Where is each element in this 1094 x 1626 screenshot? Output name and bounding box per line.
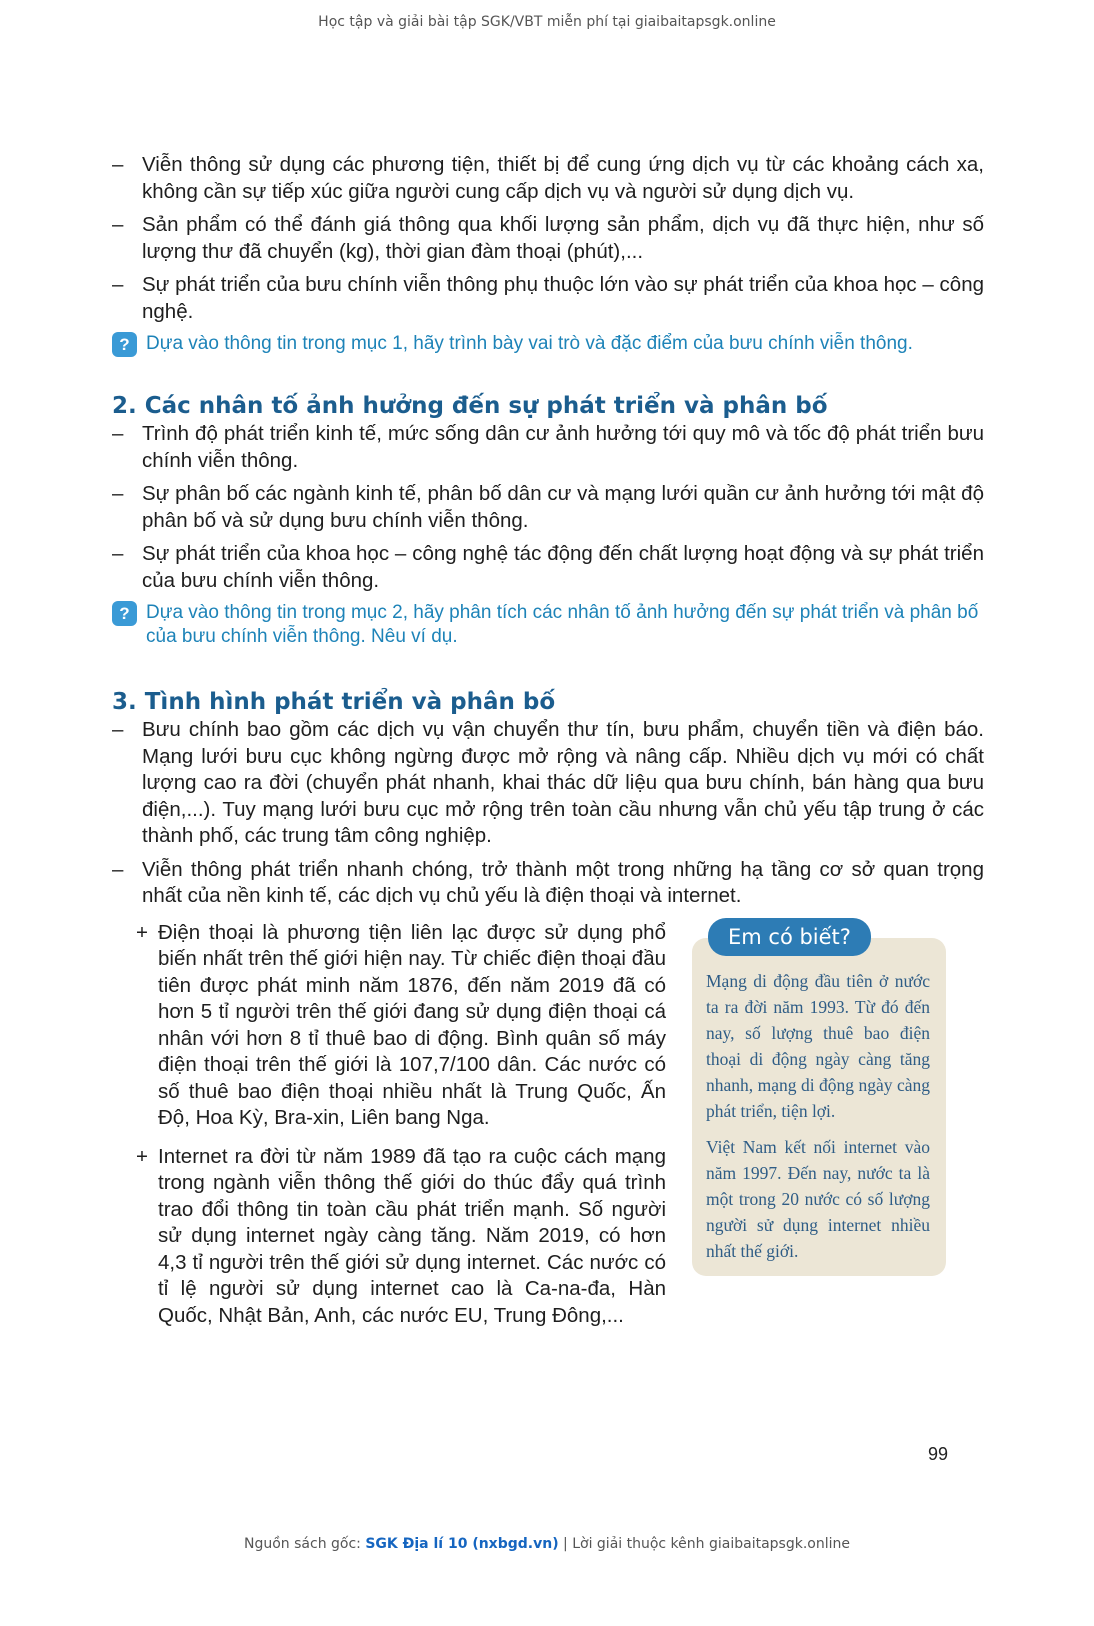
page-number: 99 <box>927 1444 948 1464</box>
dash-marker: – <box>112 482 124 505</box>
dash-marker: – <box>112 422 124 445</box>
bullet-text: Viễn thông phát triển nhanh chóng, trở thành một trong những hạ tầng cơ sở quan trọng nhất của nền kinh tế, các dịch vụ chủ yếu là điện thoại và internet. <box>142 857 984 907</box>
sub-bullet-text: Điện thoại là phương tiện liên lạc được sử dụng phổ biến nhất trên thế giới hiện nay. Từ chiếc điện thoại đầu tiên được phát minh năm 1876, đến năm 2019 đã có hơn 5 tỉ người trên thế giới đang sử dụng điện thoại cá nhân với hơn 8 tỉ thuê bao di động. Bình quân số máy điện thoại trên thế giới là 107,7/100 dân. Các nước có số thuê bao điện thoại nhiều nhất là Trung Quốc, Ấn Độ, Hoa Kỳ, Bra-xin, Liên bang Nga. <box>158 920 666 1129</box>
bullet-text: Trình độ phát triển kinh tế, mức sống dân cư ảnh hưởng tới quy mô và tốc độ phát triển bưu chính viễn thông. <box>142 422 984 472</box>
question-2 <box>112 601 984 649</box>
did-you-know-body <box>706 968 930 1274</box>
footer-source-link[interactable]: SGK Địa lí 10 (nxbgd.vn) <box>365 1536 559 1552</box>
bullet-text: Sự phát triển của khoa học – công nghệ tác động đến chất lượng hoạt động và sự phát triển của bưu chính viễn thông. <box>142 542 984 592</box>
list-item <box>112 152 984 205</box>
footer <box>0 1536 1094 1552</box>
sub-list-item <box>136 1144 666 1330</box>
sub-bullet-text: Internet ra đời từ năm 1989 đã tạo ra cuộc cách mạng trong ngành viễn thông thế giới do thúc đẩy quá trình trao đổi thông tin toàn cầu phát triển mạnh. Số người sử dụng internet ngày càng tăng. Năm 2019, có hơn 4,3 tỉ người trên thế giới sử dụng internet. Các nước có tỉ lệ người sử dụng internet cao là Ca-na-đa, Hàn Quốc, Nhật Bản, Anh, các nước EU, Trung Đông,... <box>158 1144 666 1327</box>
question-text: Dựa vào thông tin trong mục 2, hãy phân tích các nhân tố ảnh hưởng đến sự phát triển và phân bố của bưu chính viễn thông. Nêu ví dụ. <box>146 602 979 647</box>
list-item <box>112 541 984 594</box>
list-item <box>112 421 984 474</box>
bullet-text: Sự phát triển của bưu chính viễn thông phụ thuộc lớn vào sự phát triển của khoa học – công nghệ. <box>142 273 984 323</box>
question-1 <box>112 332 984 357</box>
footer-suffix: | Lời giải thuộc kênh giaibaitapsgk.online <box>558 1536 850 1552</box>
list-item <box>112 717 984 850</box>
question-text: Dựa vào thông tin trong mục 1, hãy trình bày vai trò và đặc điểm của bưu chính viễn thông. <box>146 333 913 354</box>
list-item <box>112 481 984 534</box>
dash-marker: – <box>112 857 124 881</box>
dash-marker: – <box>112 153 124 176</box>
section-1 <box>112 152 984 357</box>
bullet-text: Sự phân bố các ngành kinh tế, phân bố dân cư và mạng lưới quần cư ảnh hưởng tới mật độ phân bố và sử dụng bưu chính viễn thông. <box>142 482 984 532</box>
sub-area <box>112 920 984 1350</box>
list-item <box>112 857 984 910</box>
bullet-text: Bưu chính bao gồm các dịch vụ vận chuyển thư tín, bưu phẩm, chuyển tiền và điện báo. Mạng lưới bưu cục không ngừng được mở rộng và nâng cấp. Nhiều dịch vụ mới có chất lượng cao ra đời (chuyển phát nhanh, khai thác dữ liệu qua bưu chính, bán hàng qua bưu điện,...). Tuy mạng lưới bưu cục mở rộng trên toàn cầu nhưng vẫn chủ yếu tập trung ở các thành phố, các trung tâm công nghiệp. <box>142 718 984 847</box>
question-icon: ? <box>112 332 137 357</box>
dash-marker: – <box>112 542 124 565</box>
section-3 <box>112 687 984 1350</box>
did-you-know-box <box>692 924 946 1276</box>
plus-marker: + <box>136 920 148 944</box>
did-you-know-paragraph: Việt Nam kết nối internet vào năm 1997. Đến nay, nước ta là một trong 20 nước có số lượng người sử dụng internet nhiều nhất thế giới. <box>706 1136 930 1261</box>
footer-prefix: Nguồn sách gốc: <box>244 1536 366 1552</box>
dash-marker: – <box>112 273 124 296</box>
top-banner: Học tập và giải bài tập SGK/VBT miễn phí tại giaibaitapsgk.online <box>318 14 776 30</box>
page-content <box>112 152 984 1350</box>
plus-marker: + <box>136 1144 148 1168</box>
bullet-text: Viễn thông sử dụng các phương tiện, thiết bị để cung ứng dịch vụ từ các khoảng cách xa, không cần sự tiếp xúc giữa người cung cấp dịch vụ và người sử dụng dịch vụ. <box>142 153 984 203</box>
section-2-title: 2. Các nhân tố ảnh hưởng đến sự phát triển và phân bố <box>112 393 828 419</box>
dash-marker: – <box>112 213 124 236</box>
section-2 <box>112 391 984 649</box>
sub-list-item <box>136 920 666 1132</box>
bullet-text: Sản phẩm có thể đánh giá thông qua khối lượng sản phẩm, dịch vụ đã thực hiện, như số lượng thư đã chuyển (kg), thời gian đàm thoại (phút),... <box>142 213 984 263</box>
dash-marker: – <box>112 718 124 741</box>
question-icon: ? <box>112 601 137 626</box>
did-you-know-paragraph: Mạng di động đầu tiên ở nước ta ra đời năm 1993. Từ đó đến nay, số lượng thuê bao điện thoại di động ngày càng tăng nhanh, mạng di động ngày càng phát triển, tiện lợi. <box>706 970 930 1121</box>
sub-list <box>136 920 666 1342</box>
list-item <box>112 212 984 265</box>
section-3-title: 3. Tình hình phát triển và phân bố <box>112 689 556 715</box>
list-item <box>112 272 984 325</box>
did-you-know-title: Em có biết? <box>708 918 871 956</box>
